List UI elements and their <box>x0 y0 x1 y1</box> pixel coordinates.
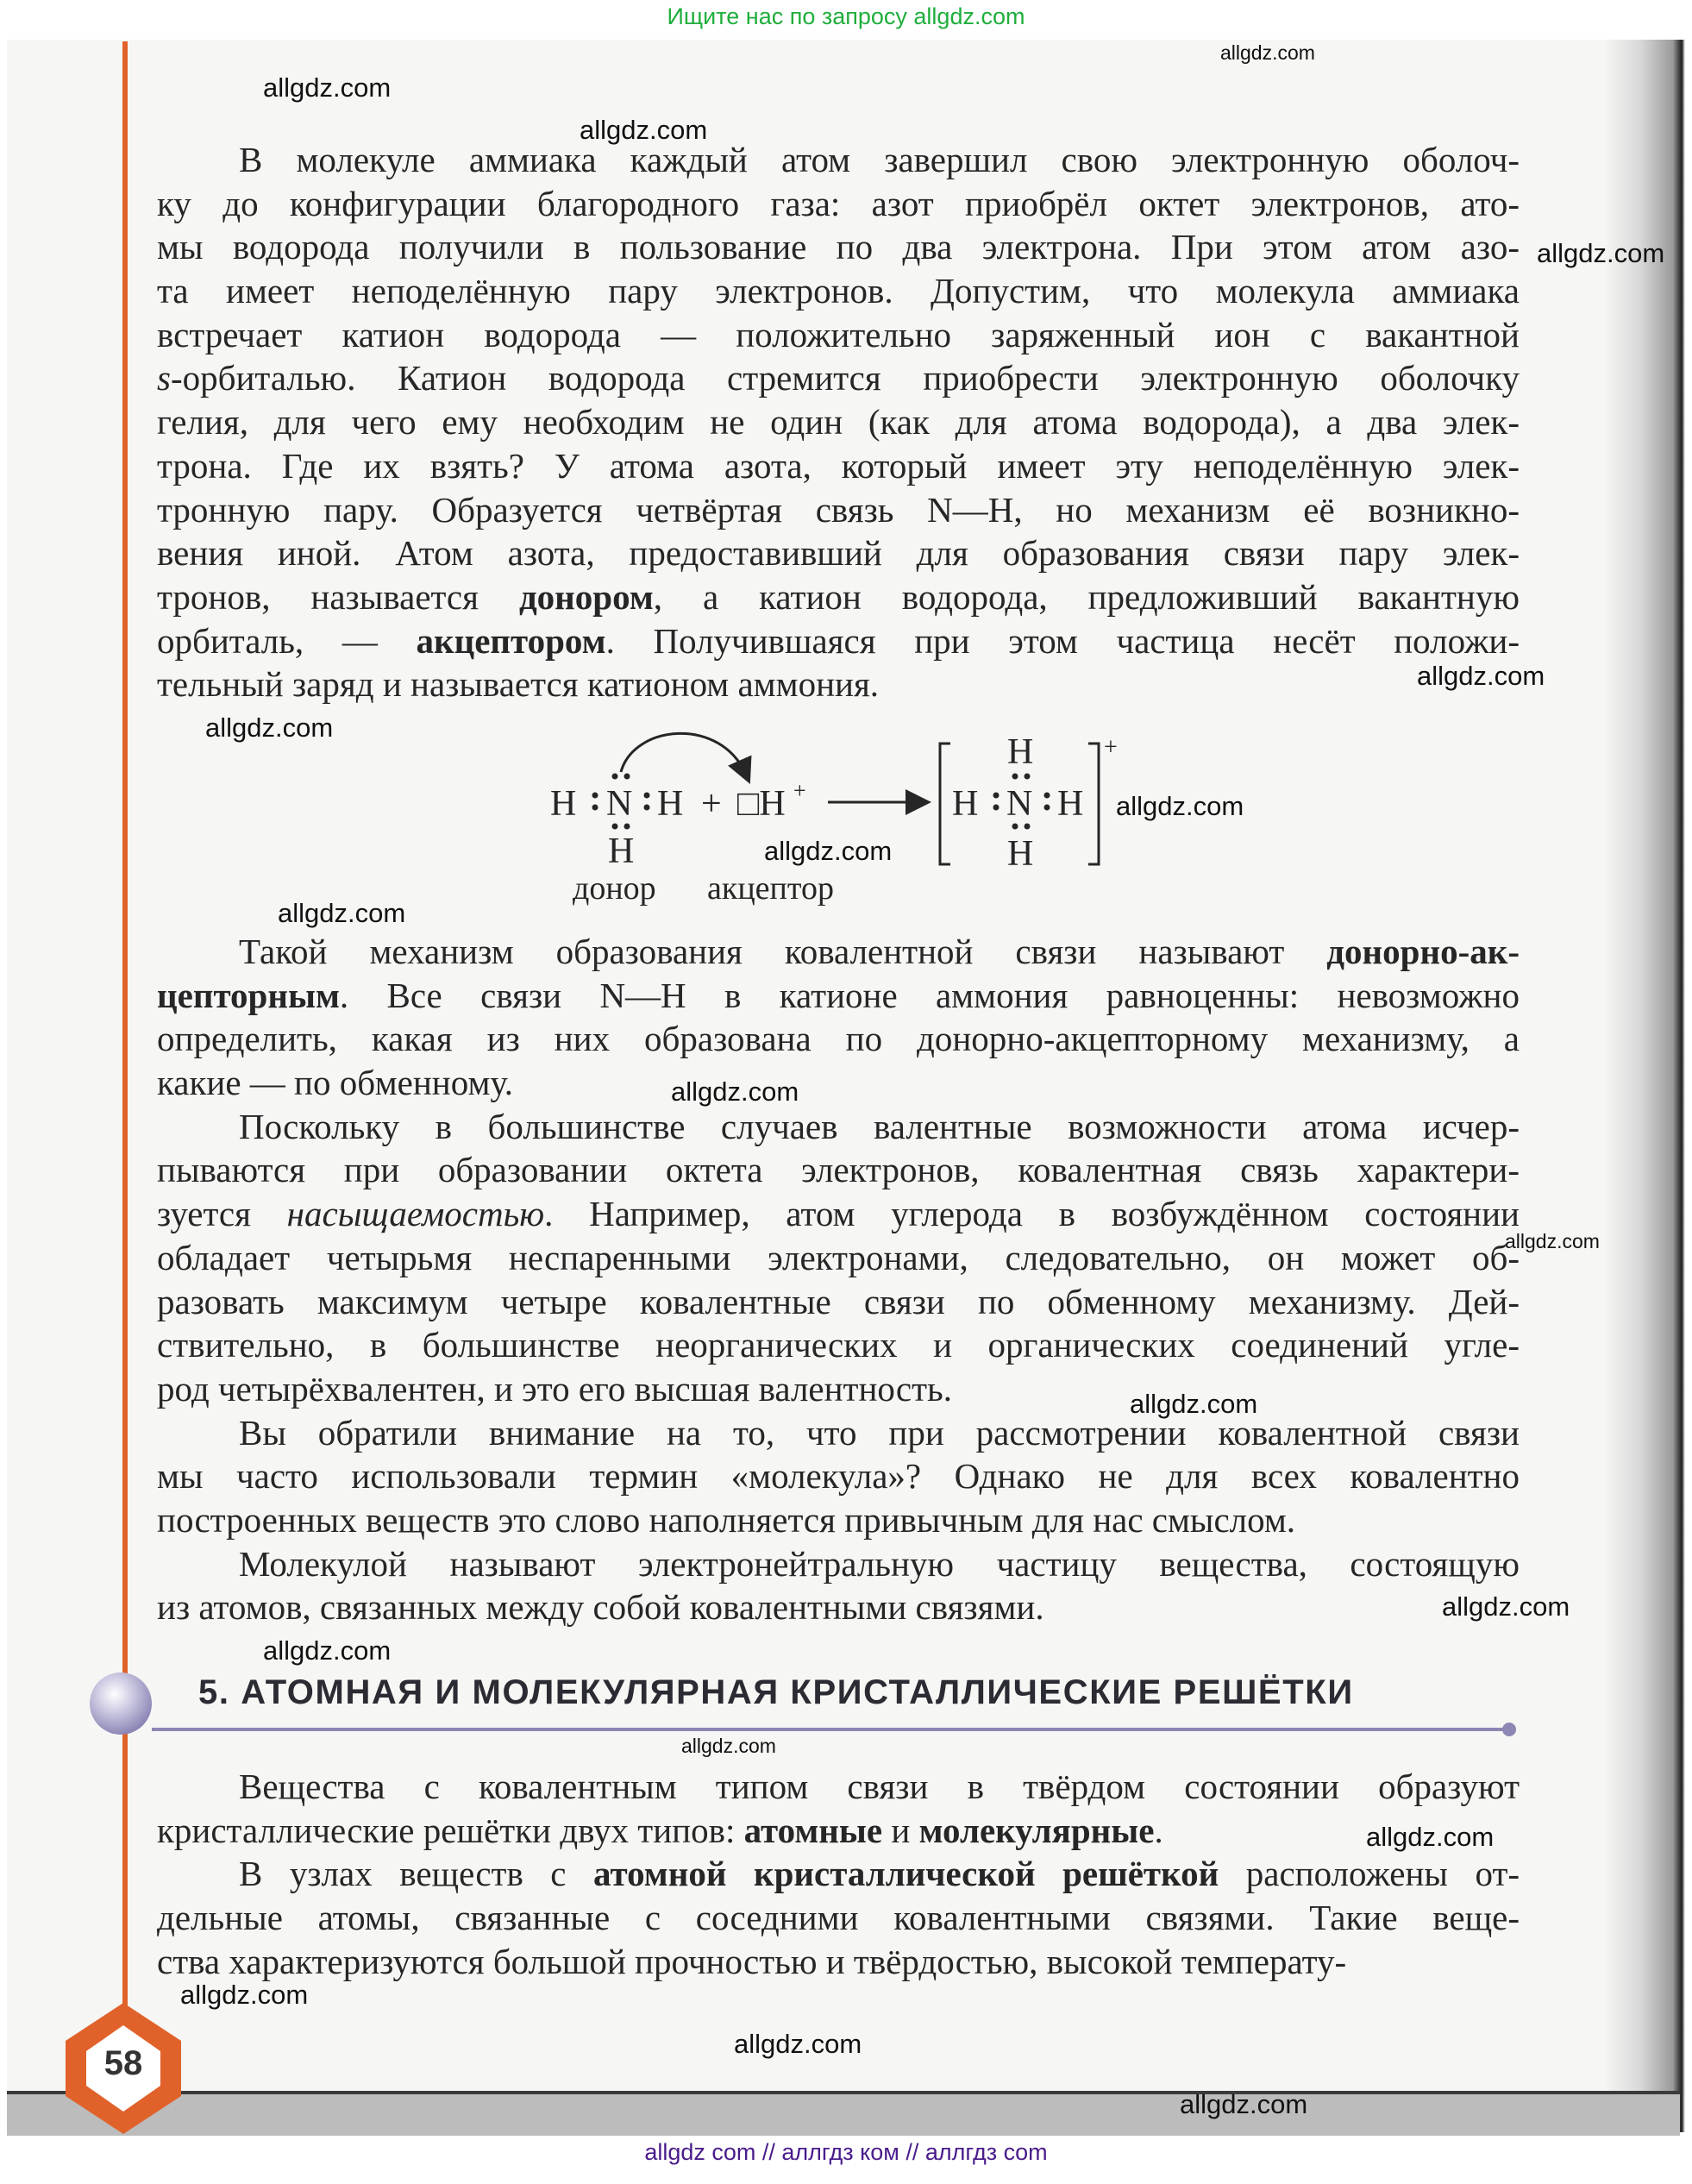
watermark: allgdz.com <box>1417 661 1545 691</box>
atom-h: H <box>1007 834 1034 874</box>
atom-h: H <box>657 784 684 824</box>
text-line <box>157 1017 1520 1061</box>
text-line <box>157 1896 1520 1940</box>
text-line <box>157 1498 1520 1542</box>
text-line <box>157 1236 1520 1280</box>
text-line <box>157 313 1520 357</box>
text-segment: определить, какая из них образована по донорно-акцепторному механизму, а <box>157 1019 1520 1059</box>
text-line <box>157 1367 1520 1411</box>
atom-n: N <box>1006 784 1033 824</box>
watermark: allgdz.com <box>1442 1591 1570 1622</box>
text-line <box>157 1940 1520 1984</box>
text-segment: Вещества с ковалентным типом связи в твёрдом состоянии образуют <box>239 1767 1520 1806</box>
text-line <box>157 930 1520 974</box>
text-segment: расположены от- <box>1219 1854 1520 1894</box>
watermark: allgdz.com <box>580 115 708 145</box>
search-banner[interactable]: Ищите нас по запросу allgdz.com <box>667 3 1025 29</box>
bold-term: атомные <box>743 1810 883 1850</box>
electron-pair-arrow <box>621 733 746 775</box>
page-number: 58 <box>103 2044 143 2082</box>
text-line <box>157 1411 1520 1455</box>
text-segment: трона. Где их взять? У атома азота, который имеет эту неподелённую элек- <box>157 445 1520 486</box>
bold-term: акцептором <box>416 620 606 661</box>
text-line <box>157 1105 1520 1149</box>
watermark: allgdz.com <box>764 836 893 866</box>
text-line <box>157 1765 1520 1809</box>
text-segment: разовать максимум четыре ковалентные связи по обменному механизму. Дей- <box>157 1281 1520 1321</box>
text-line <box>157 356 1520 400</box>
text-line <box>157 1323 1520 1367</box>
atom-h: H <box>1057 784 1084 824</box>
watermark: allgdz.com <box>681 1735 776 1757</box>
text-segment: Молекулой называют электронейтральную частицу вещества, состоящую <box>239 1543 1520 1584</box>
watermark: allgdz.com <box>1505 1230 1600 1252</box>
text-line <box>157 1192 1520 1236</box>
section-heading: 5. АТОМНАЯ И МОЛЕКУЛЯРНАЯ КРИСТАЛЛИЧЕСКИЕ РЕШЁТКИ <box>198 1673 1354 1711</box>
text-segment: В узлах веществ с <box>239 1854 594 1894</box>
bracket-right <box>1088 744 1099 864</box>
section-bullet-icon <box>90 1673 152 1735</box>
text-line <box>157 1280 1520 1324</box>
text-segment: орбиталь, — <box>157 620 417 661</box>
text-line <box>157 182 1520 226</box>
bold-term: атомной кристаллической решёткой <box>593 1854 1219 1894</box>
text-segment: . Например, атом углерода в возбуждённом состоянии <box>544 1194 1520 1234</box>
text-line <box>157 1061 1520 1105</box>
text-line <box>157 444 1520 488</box>
text-line <box>157 1148 1520 1192</box>
text-segment: . <box>1154 1810 1163 1850</box>
text-segment: какие — по обменному. <box>157 1063 514 1103</box>
text-segment: построенных веществ это слово наполняется привычным для нас смыслом. <box>157 1499 1296 1540</box>
bold-term: молекулярные <box>918 1810 1155 1850</box>
text-segment: -орбиталью. Катион водорода стремится приобрести электронную оболочку <box>170 358 1520 399</box>
text-segment: встречает катион водорода — положительно заряженный ион с вакантной <box>157 314 1520 355</box>
proton-vacant-orbital: □H <box>737 784 786 824</box>
text-segment: вения иной. Атом азота, предоставивший для образования связи пару элек- <box>157 533 1520 574</box>
text-segment: мы часто использовали термин «молекула»? Однако не для всех ковалентно <box>157 1456 1520 1497</box>
bracket-left <box>940 744 950 864</box>
text-line <box>157 1852 1520 1896</box>
watermark: allgdz.com <box>263 72 392 103</box>
text-segment: та имеет неподелённую пару электронов. Допустим, что молекула аммиака <box>157 271 1520 311</box>
text-line <box>157 575 1520 619</box>
watermark: allgdz.com <box>671 1076 799 1107</box>
atom-h: H <box>608 832 635 871</box>
text-line <box>157 662 1520 706</box>
text-segment: ствительно, в большинстве неорганических и органических соединений угле- <box>157 1325 1520 1365</box>
text-line <box>157 225 1520 269</box>
text-segment: тельный заряд и называется катионом аммония. <box>157 664 880 705</box>
text-segment: пываются при образовании октета электронов, ковалентная связь характери- <box>157 1150 1520 1190</box>
page-bottom-edge <box>7 2091 1680 2136</box>
italic-term: насыщаемостью <box>286 1194 545 1234</box>
paragraphs-donor-acceptor <box>157 930 1520 1629</box>
watermark: allgdz.com <box>180 1980 309 2010</box>
acceptor-label: акцептор <box>707 870 834 907</box>
atom-n: N <box>606 784 633 824</box>
text-line <box>157 1454 1520 1498</box>
atom-h: H <box>1007 732 1034 772</box>
text-segment: . Получившаяся при этом частица несёт положи- <box>605 620 1520 661</box>
text-line <box>157 531 1520 575</box>
text-segment: и <box>882 1810 919 1850</box>
text-segment: дельные атомы, связанные с соседними ковалентными связями. Такие веще- <box>157 1898 1520 1938</box>
ammonium-formation-diagram <box>517 716 1138 914</box>
bold-term: донорно-ак- <box>1326 932 1520 971</box>
text-segment: обладает четырьмя неспаренными электронами, следовательно, он может об- <box>157 1237 1520 1277</box>
text-segment: ку до конфигурации благородного газа: азот приобрёл октет электронов, ато- <box>157 183 1520 223</box>
text-line <box>157 488 1520 532</box>
text-segment: ства характеризуются большой прочностью и твёрдостью, высокой температу- <box>157 1941 1347 1981</box>
text-line <box>157 269 1520 313</box>
bold-term: донором <box>518 576 654 617</box>
text-segment: род четырёхвалентен, и это его высшая валентность. <box>157 1368 952 1409</box>
text-segment: зуется <box>157 1194 287 1234</box>
text-segment: В молекуле аммиака каждый атом завершил свою электронную оболоч- <box>239 140 1520 179</box>
watermark: allgdz.com <box>1366 1822 1495 1852</box>
text-line <box>157 1809 1520 1853</box>
charge-plus: + <box>793 778 806 803</box>
bold-term: цепторным <box>157 975 340 1015</box>
watermark: allgdz.com <box>1130 1389 1258 1419</box>
text-segment: из атомов, связанных между собой ковалентными связями. <box>157 1587 1044 1628</box>
text-line <box>157 400 1520 444</box>
charge-plus: + <box>1104 734 1118 761</box>
text-segment: тронную пару. Образуется четвёртая связь N—H, но механизм её возникно- <box>157 489 1520 530</box>
text-segment: гелия, для чего ему необходим не один (как для атома водорода), а два элек- <box>157 402 1520 442</box>
text-line <box>157 1542 1520 1586</box>
text-segment: Поскольку в большинстве случаев валентные возможности атома исчер- <box>239 1106 1520 1146</box>
atom-h: H <box>952 784 979 824</box>
text-line <box>157 1585 1520 1629</box>
text-line <box>157 974 1520 1018</box>
atom-h: H <box>550 784 577 824</box>
text-segment: кристаллические решётки двух типов: <box>157 1810 744 1850</box>
watermark: allgdz.com <box>278 898 406 928</box>
heading-rule-end-dot <box>1502 1723 1516 1736</box>
text-segment: мы водорода получили в пользование по два электрона. При этом атом азо- <box>157 227 1520 267</box>
watermark: allgdz.com <box>205 712 334 743</box>
italic-term: s <box>157 358 171 399</box>
page-spine-shadow <box>1604 40 1685 2132</box>
footer-links[interactable]: allgdz com // аллгдз ком // аллгдз com <box>644 2139 1048 2165</box>
paragraphs-ammonia <box>157 138 1520 706</box>
plus-sign: + <box>701 784 722 824</box>
text-segment: Такой механизм образования ковалентной связи называют <box>239 932 1327 971</box>
heading-rule <box>152 1728 1507 1731</box>
watermark: allgdz.com <box>1220 41 1315 64</box>
text-segment: Вы обратили внимание на то, что при рассмотрении ковалентной связи <box>239 1412 1520 1453</box>
watermark: allgdz.com <box>263 1635 392 1666</box>
watermark: allgdz.com <box>734 2029 862 2059</box>
text-segment: тронов, называется <box>157 576 519 617</box>
watermark: allgdz.com <box>1116 791 1244 821</box>
text-line <box>157 619 1520 663</box>
paragraphs-crystal-lattices <box>157 1765 1520 1983</box>
donor-label: донор <box>573 870 656 907</box>
watermark: allgdz.com <box>1537 238 1665 268</box>
text-segment: . Все связи N—H в катионе аммония равноценны: невозможно <box>339 975 1520 1015</box>
text-line <box>157 138 1520 182</box>
text-segment: , а катион водорода, предложивший вакантную <box>653 576 1520 617</box>
watermark: allgdz.com <box>1180 2089 1308 2119</box>
